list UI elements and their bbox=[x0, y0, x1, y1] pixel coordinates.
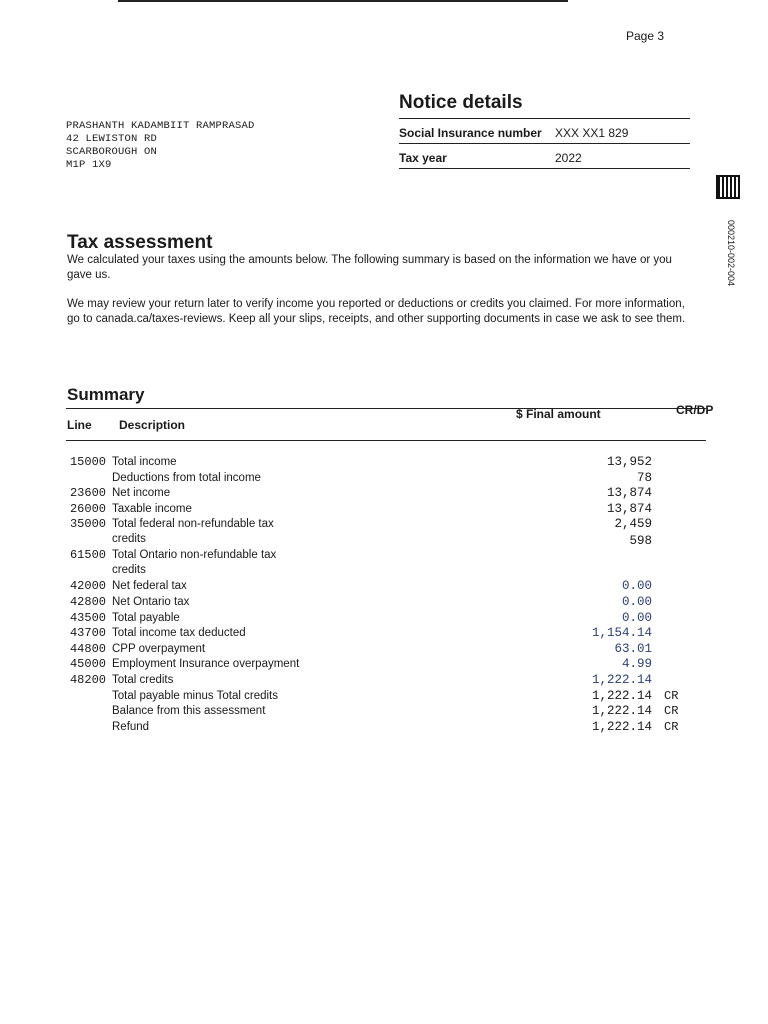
review-paragraph: We may review your return later to verify income you reported or deductions or credits you claimed. For more information, go to canada.ca/taxes-reviews. Keep all your slips, receipts, and other supporting documents in case we ask to see them. bbox=[67, 298, 686, 325]
notice-details bbox=[399, 92, 690, 169]
notice-row-sin bbox=[399, 119, 690, 144]
line-description: Balance from this assessment bbox=[112, 705, 266, 718]
line-amount: 1,222.14 bbox=[591, 672, 652, 687]
line-description: Total payable minus Total credits bbox=[112, 689, 278, 702]
line-description: Total income bbox=[112, 456, 177, 468]
line-amount: 13,952 bbox=[606, 455, 652, 469]
table-row bbox=[52, 673, 712, 689]
line-cr: CR bbox=[664, 688, 679, 703]
line-description: Total income tax deducted bbox=[112, 627, 246, 640]
line-description: Refund bbox=[112, 720, 150, 733]
line-amount: 0.00 bbox=[621, 594, 652, 609]
table-row bbox=[52, 657, 712, 673]
line-number: 15000 bbox=[69, 455, 106, 469]
sin-label: Social Insurance number bbox=[399, 126, 542, 140]
line-amount: 0.00 bbox=[621, 610, 652, 625]
table-row bbox=[52, 455, 712, 471]
line-amount: 13,874 bbox=[606, 501, 652, 516]
column-header-final-amount: $ Final amount bbox=[516, 407, 601, 421]
line-cr: CR bbox=[664, 719, 679, 734]
notice-row-year bbox=[399, 144, 690, 169]
line-description: CPP overpayment bbox=[112, 642, 206, 655]
document-id: 000210-002-004 bbox=[726, 219, 736, 287]
line-number: 43500 bbox=[69, 610, 106, 625]
notice-title: Notice details bbox=[399, 92, 523, 113]
table-row bbox=[52, 611, 712, 627]
table-row bbox=[52, 471, 712, 487]
table-row bbox=[52, 502, 712, 518]
table-row bbox=[52, 534, 712, 579]
page-number: Page 3 bbox=[626, 29, 665, 43]
column-header-cr-dp: CR/DP bbox=[676, 403, 714, 417]
qr-code-icon bbox=[716, 175, 740, 199]
table-row bbox=[52, 579, 712, 595]
table-row bbox=[52, 704, 712, 720]
table-row bbox=[52, 642, 712, 658]
line-number: 43700 bbox=[69, 626, 106, 641]
mailing-address bbox=[66, 120, 255, 172]
summary-title: Summary bbox=[67, 385, 145, 404]
line-description: Net income bbox=[112, 487, 171, 500]
line-number: 61500 bbox=[69, 548, 106, 563]
line-number: 23600 bbox=[69, 486, 106, 501]
assessment-intro-paragraph: We calculated your taxes using the amounts below. The following summary is based on the information we have or you gave us. bbox=[67, 254, 672, 281]
line-description: Total credits bbox=[112, 673, 174, 686]
line-description: Net federal tax bbox=[112, 580, 187, 593]
line-number: 42000 bbox=[69, 579, 106, 594]
table-row bbox=[52, 626, 712, 642]
address-line-postal: M1P 1X9 bbox=[66, 159, 112, 171]
line-amount: 63.01 bbox=[614, 641, 652, 656]
table-row bbox=[52, 720, 712, 736]
line-amount: 13,874 bbox=[606, 486, 652, 501]
line-amount: 0.00 bbox=[621, 579, 652, 594]
sin-value: XXX XX1 829 bbox=[555, 126, 629, 140]
line-number: 44800 bbox=[69, 641, 106, 656]
address-line-street: 42 LEWISTON RD bbox=[66, 133, 158, 145]
top-border-line bbox=[118, 0, 568, 2]
line-number: 26000 bbox=[69, 501, 106, 516]
column-header-line: Line bbox=[67, 418, 92, 432]
tax-assessment-title: Tax assessment bbox=[67, 232, 213, 253]
tax-year-label: Tax year bbox=[399, 151, 447, 165]
table-row bbox=[52, 595, 712, 611]
line-description: Total payable bbox=[112, 611, 180, 624]
table-row bbox=[52, 486, 712, 502]
line-amount: 1,222.14 bbox=[591, 719, 652, 734]
line-description: Total Ontario non-refundable tax credits bbox=[112, 549, 277, 577]
summary-table bbox=[52, 455, 712, 735]
line-cr: CR bbox=[664, 704, 679, 719]
line-amount: 2,459 bbox=[614, 517, 652, 532]
line-description: Taxable income bbox=[112, 502, 192, 515]
line-amount: 4.99 bbox=[621, 657, 652, 672]
summary-header-rule bbox=[66, 440, 706, 441]
line-description: Deductions from total income bbox=[112, 471, 261, 484]
tax-year-value: 2022 bbox=[555, 151, 582, 165]
address-line-city: SCARBOROUGH ON bbox=[66, 146, 158, 158]
table-row bbox=[52, 689, 712, 705]
summary-top-rule bbox=[66, 408, 706, 409]
line-amount: 78 bbox=[636, 470, 652, 485]
line-amount: 1,222.14 bbox=[591, 704, 652, 719]
line-amount: 598 bbox=[629, 534, 652, 549]
address-line-name: PRASHANTH KADAMBIIT RAMPRASAD bbox=[66, 120, 255, 132]
line-number: 35000 bbox=[69, 517, 106, 532]
line-number: 45000 bbox=[69, 657, 106, 672]
line-number: 42800 bbox=[69, 594, 106, 609]
line-description: Net Ontario tax bbox=[112, 595, 190, 608]
line-number: 48200 bbox=[69, 672, 106, 687]
line-description: Total federal non-refundable tax credits bbox=[112, 518, 274, 546]
line-description: Employment Insurance overpayment bbox=[112, 658, 300, 671]
column-header-description: Description bbox=[119, 418, 186, 432]
line-amount: 1,154.14 bbox=[591, 626, 652, 641]
line-amount: 1,222.14 bbox=[591, 688, 652, 703]
